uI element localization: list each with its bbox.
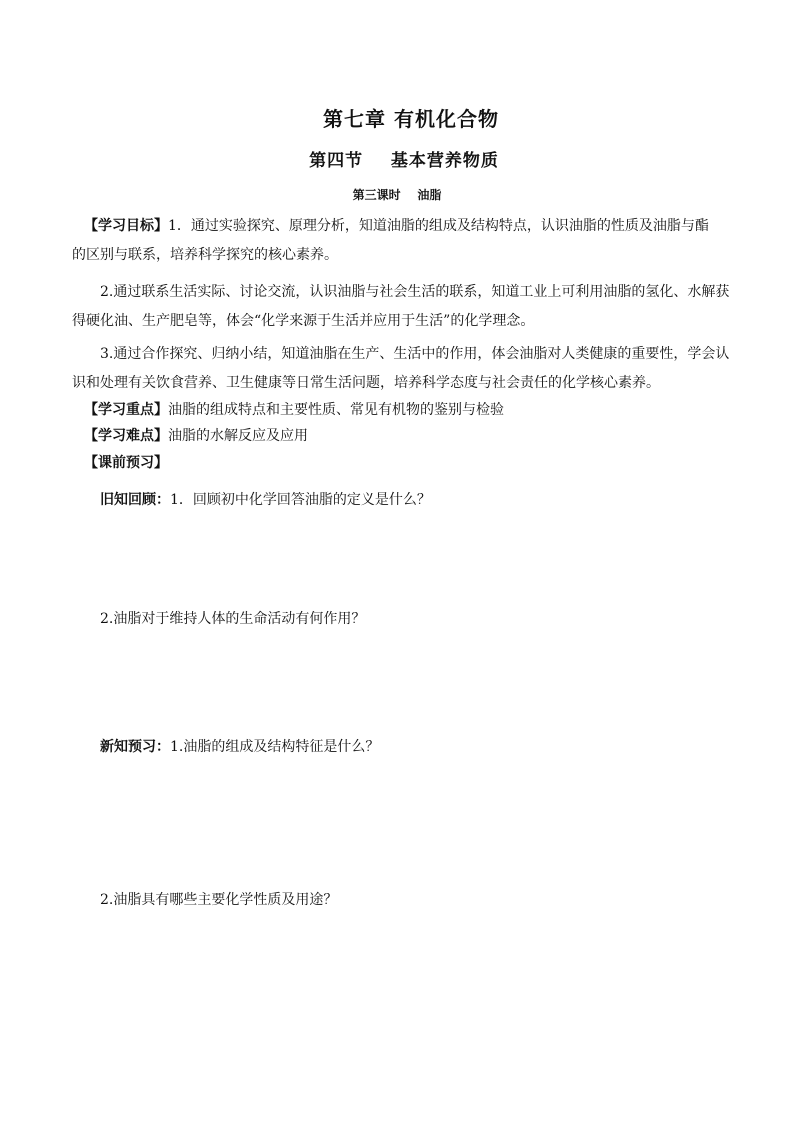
objectives-line-1	[84, 214, 709, 238]
objectives-label: 【学习目标】	[84, 218, 168, 234]
key-points-line	[84, 398, 504, 422]
objective-3-line-1: 3.通过合作探究、归纳小结，知道油脂在生产、生活中的作用，体会油脂对人类健康的重要性，学会认	[100, 346, 730, 362]
lesson-title: 第三课时 油脂	[352, 188, 442, 202]
review-q1-line	[100, 488, 431, 512]
objective-2-line-1: 2.通过联系生活实际、讨论交流，认识油脂与社会生活的联系，知道工业上可利用油脂的氢化、水解获	[100, 284, 730, 300]
objective-2-line-2: 得硬化油、生产肥皂等，体会“化学来源于生活并应用于生活”的化学理念。	[72, 313, 535, 329]
key-points-text: 油脂的组成特点和主要性质、常见有机物的鉴别与检验	[168, 402, 504, 418]
key-points-label: 【学习重点】	[84, 402, 168, 418]
review-label: 旧知回顾：	[100, 492, 170, 508]
chapter-title: 第七章 有机化合物	[323, 107, 499, 131]
new-preview-q2-line: 2.油脂具有哪些主要化学性质及用途？	[100, 892, 338, 908]
review-q1-text: 1．回顾初中化学回答油脂的定义是什么？	[170, 492, 431, 508]
difficult-points-text: 油脂的水解反应及应用	[168, 428, 308, 444]
review-q2-line: 2.油脂对于维持人体的生命活动有何作用？	[100, 611, 366, 627]
new-preview-label: 新知预习：	[100, 739, 170, 755]
objective-1-text-a: 1．通过实验探究、原理分析，知道油脂的组成及结构特点，认识油脂的性质及油脂与酯	[168, 218, 709, 234]
objective-1-line-2: 的区别与联系，培养科学探究的核心素养。	[72, 247, 338, 263]
new-preview-q1-text: 1.油脂的组成及结构特征是什么？	[170, 739, 380, 755]
new-preview-q1-line	[100, 735, 379, 759]
objective-3-line-2: 识和处理有关饮食营养、卫生健康等日常生活问题，培养科学态度与社会责任的化学核心素养。	[72, 375, 660, 391]
difficult-points-label: 【学习难点】	[84, 428, 168, 444]
section-title: 第四节 基本营养物质	[309, 151, 499, 171]
difficult-points-line	[84, 424, 308, 448]
preview-label: 【课前预习】	[84, 455, 168, 471]
